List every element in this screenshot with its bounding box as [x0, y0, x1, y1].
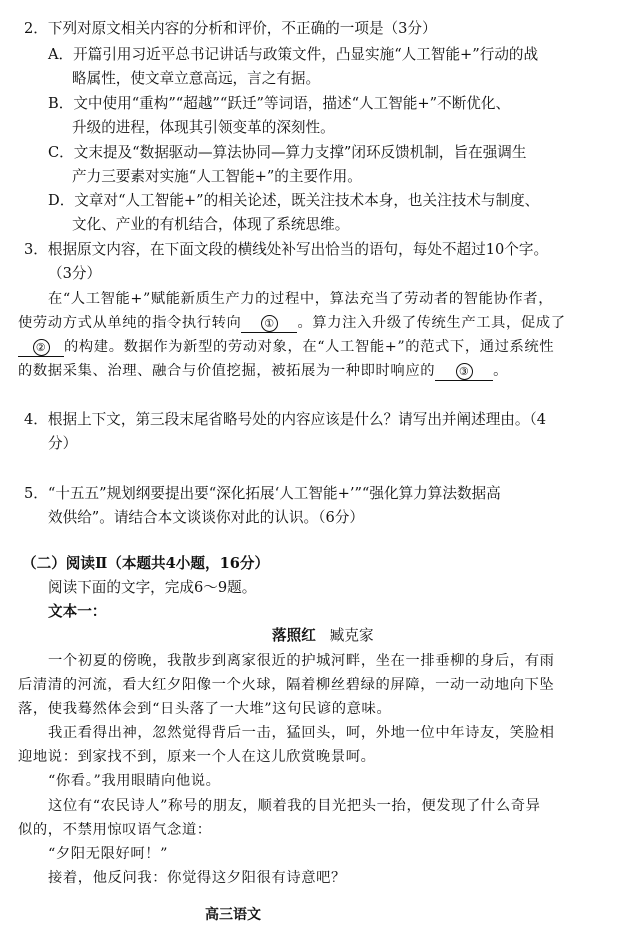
q2-option-c: C．文末提及“数据驱动—算法协同—算力支撑”闭环反馈机制，旨在强调生	[48, 144, 527, 161]
q3-blank-3[interactable]	[435, 363, 493, 381]
story-title: 落照红	[272, 627, 316, 644]
q3-blank-1[interactable]	[241, 315, 297, 333]
story-line: 接着，他反问我：你觉得这夕阳很有诗意吧？	[48, 870, 346, 886]
story-line: 一个初夏的傍晚，我散步到离家很近的护城河畔，坐在一排垂柳的身后，有雨	[48, 653, 555, 669]
q3-passage-text: 。算力注入升级了传统生产工具，促成了	[297, 315, 566, 331]
q5-stem-cont: 效供给”。请结合本文谈谈你对此的认识。（6分）	[48, 509, 364, 526]
q3-passage-line	[18, 337, 554, 357]
q3-blank-2[interactable]	[18, 339, 64, 357]
q3-stem: 3．根据原文内容，在下面文段的横线处补写出恰当的语句，每处不超过10个字。	[24, 241, 549, 258]
q3-passage-line	[18, 361, 508, 381]
q2-option-b: B．文中使用“重构”“超越”“跃迁”等词语，描述“人工智能+”不断优化、	[48, 95, 511, 112]
q3-passage-text: 的构建。数据作为新型的劳动对象，在“人工智能+”的范式下，通过系统性	[64, 339, 555, 355]
story-line: 似的，不禁用惊叹语气念道：	[18, 822, 212, 838]
story-line: 这位有“农民诗人”称号的朋友，顺着我的目光把头一抬，便发现了什么奇异	[48, 798, 541, 814]
story-title-line	[272, 626, 374, 646]
q3-passage-text: 使劳动方式从单纯的指令执行转向	[18, 315, 242, 331]
story-line: 后清清的河流，看大红夕阳像一个火球，隔着柳丝碧绿的屏障，一动一动地向下坠	[18, 677, 555, 693]
q2-option-d: D．文章对“人工智能+”的相关论述，既关注技术本身，也关注技术与制度、	[48, 192, 540, 209]
q2-option-a-cont: 略属性，使文章立意高远，言之有据。	[72, 70, 321, 87]
story-line: “你看。”我用眼睛向他说。	[48, 773, 221, 789]
q3-passage-text: 的数据采集、治理、融合与价值挖掘，被拓展为一种即时响应的	[18, 363, 436, 379]
q3-passage-text: 。	[493, 363, 509, 379]
story-line: “夕阳无限好呵！”	[48, 846, 169, 862]
blank-marker-2: ②	[33, 339, 50, 356]
q5-stem: 5．“十五五”规划纲要提出要“深化拓展‘人工智能+’”“强化算力算法数据高	[24, 485, 501, 502]
q3-passage-line	[18, 313, 566, 333]
story-line: 迎地说：到家找不到，原来一个人在这儿欣赏晚景呵。	[18, 749, 376, 765]
blank-marker-1: ①	[261, 315, 278, 332]
q3-passage-line: 在“人工智能+”赋能新质生产力的过程中，算法充当了劳动者的智能协作者，	[48, 291, 554, 307]
q2-option-b-cont: 升级的进程，体现其引领变革的深刻性。	[72, 119, 335, 136]
q2-option-c-cont: 产力三要素对实施“人工智能+”的主要作用。	[72, 168, 362, 185]
story-line: 落，使我蓦然体会到“日头落了一大堆”这句民谚的意味。	[18, 701, 392, 717]
q4-stem-cont: 分）	[48, 435, 78, 452]
q4-stem: 4．根据上下文，第三段末尾省略号处的内容应该是什么？请写出并阐述理由。（4	[24, 411, 547, 428]
section-heading: （二）阅读Ⅱ（本题共4小题，16分）	[22, 555, 270, 572]
q2-stem: 2．下列对原文相关内容的分析和评价，不正确的一项是（3分）	[24, 20, 437, 37]
text-label: 文本一：	[48, 603, 107, 620]
page-footer: 高三语文	[205, 907, 261, 923]
story-author: 臧克家	[329, 627, 374, 644]
section-instruction: 阅读下面的文字，完成6～9题。	[48, 579, 257, 596]
q2-option-a: A．开篇引用习近平总书记讲话与政策文件，凸显实施“人工智能+”行动的战	[48, 46, 539, 63]
story-line: 我正看得出神，忽然觉得背后一击，猛回头，呵，外地一位中年诗友，笑脸相	[48, 725, 555, 741]
blank-marker-3: ③	[456, 363, 473, 380]
q3-points: （3分）	[48, 265, 102, 282]
q2-option-d-cont: 文化、产业的有机结合，体现了系统思维。	[72, 216, 350, 233]
